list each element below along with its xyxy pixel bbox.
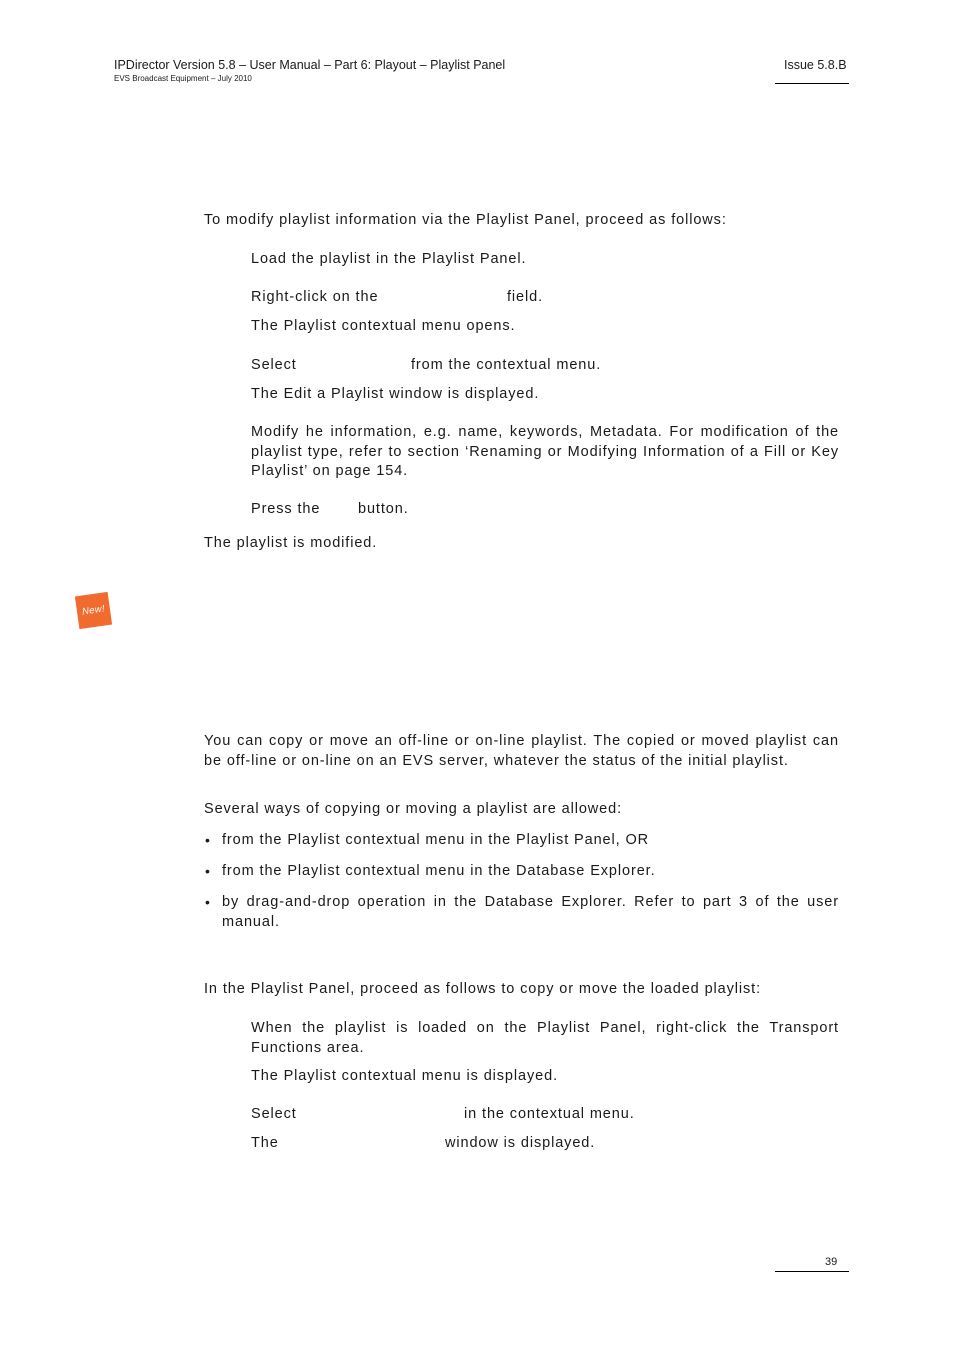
section1-step4: Modify he information, e.g. name, keywords, Metadata. For modification of the playlist type, refer to section ‘Renaming or Modifying Information of a Fill or Key Playlist’ on page 154. — [251, 424, 839, 479]
new-badge-icon: New! — [75, 592, 112, 629]
section1-step3-b: from the contextual menu. — [411, 357, 602, 373]
section2-para1: You can copy or move an off-line or on-line playlist. The copied or moved playlist can be off-line or on-line on an EVS server, whatever the status of the initial playlist. — [204, 733, 839, 769]
bullet-icon: • — [205, 863, 210, 879]
section2-bullet-3: by drag-and-drop operation in the Database Explorer. Refer to part 3 of the user manual. — [222, 894, 839, 930]
section1-step5-b: button. — [358, 501, 409, 517]
header-title: IPDirector Version 5.8 – User Manual – Part 6: Playout – Playlist Panel — [114, 58, 506, 72]
section1-step5-a: Press the — [251, 501, 321, 517]
section1-step1: Load the playlist in the Playlist Panel. — [251, 251, 527, 267]
section2-para2: Several ways of copying or moving a playlist are allowed: — [204, 801, 623, 817]
footer-rule — [775, 1271, 849, 1272]
section2-bullet-2: from the Playlist contextual menu in the Database Explorer. — [222, 863, 656, 879]
page-number: 39 — [825, 1256, 838, 1268]
section2-bullet-1: from the Playlist contextual menu in the Playlist Panel, OR — [222, 832, 650, 848]
section1-result: The playlist is modified. — [204, 535, 378, 551]
section2-step2-a: Select — [251, 1106, 297, 1122]
section1-step3-result: The Edit a Playlist window is displayed. — [251, 386, 540, 402]
header-subtitle: EVS Broadcast Equipment – July 2010 — [114, 74, 252, 83]
section1-step2-a: Right-click on the — [251, 289, 379, 305]
section2-step1: When the playlist is loaded on the Playlist Panel, right-click the Transport Functions area. — [251, 1020, 839, 1056]
section1-intro: To modify playlist information via the Playlist Panel, proceed as follows: — [204, 212, 727, 228]
bullet-icon: • — [205, 894, 210, 910]
section1-step2-result: The Playlist contextual menu opens. — [251, 318, 516, 334]
section2-step2-b: in the contextual menu. — [464, 1106, 635, 1122]
section2-step2-result-b: window is displayed. — [445, 1135, 596, 1151]
header-issue: Issue 5.8.B — [784, 58, 847, 72]
section2-intro: In the Playlist Panel, proceed as follows to copy or move the loaded playlist: — [204, 981, 762, 997]
section1-step3-a: Select — [251, 357, 297, 373]
section2-step2-result-a: The — [251, 1135, 279, 1151]
section2-step1-result: The Playlist contextual menu is displayed. — [251, 1068, 558, 1084]
header-rule — [775, 83, 849, 84]
bullet-icon: • — [205, 832, 210, 848]
section1-step2-b: field. — [507, 289, 544, 305]
